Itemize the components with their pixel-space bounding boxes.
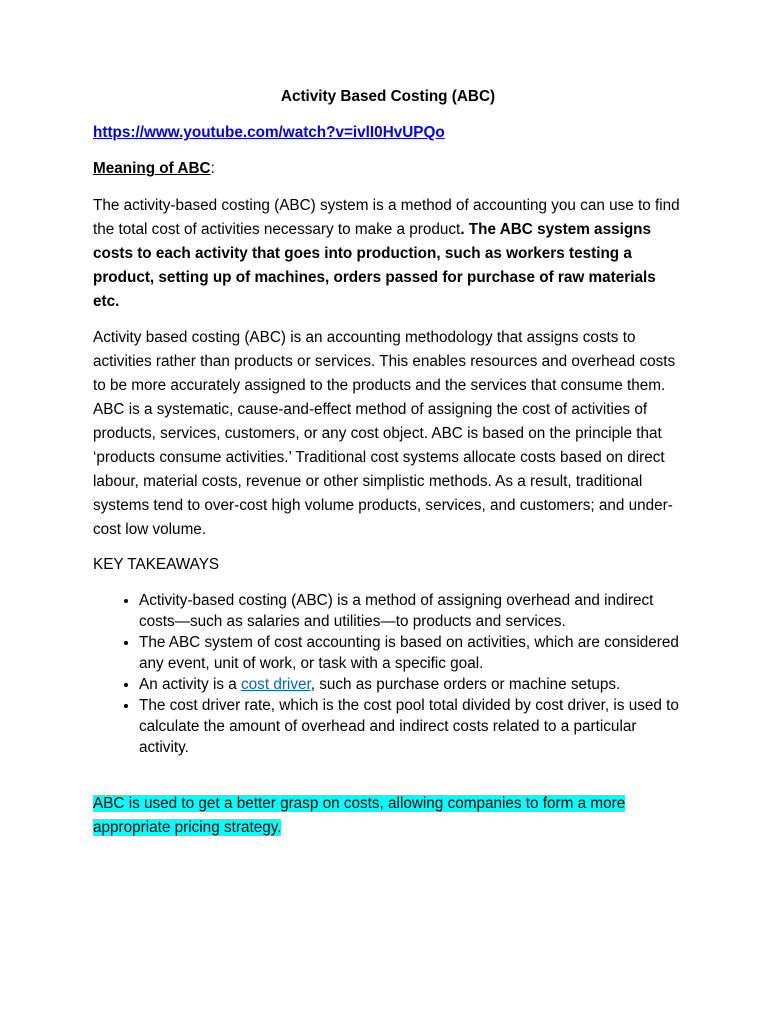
key-takeaways-heading: KEY TAKEAWAYS (93, 556, 220, 573)
paragraph-definition-normal: The activity-based costing (ABC) system is a method of accounting you can use to find the total cost of activities necessary to make a product (93, 197, 680, 238)
list-item: • The cost driver rate, which is the cost pool total divided by cost driver, is used to calculate the amount of overhead and indirect costs related to a particular activity. (139, 695, 683, 758)
document-page (93, 86, 683, 840)
video-link-line (93, 122, 683, 144)
paragraph-methodology: Activity based costing (ABC) is an accounting methodology that assigns costs to activities rather than products or services. This enables resources and overhead costs to be more accurately assigned to the products and the services that consume them. ABC is a systematic, cause-and-effect method of assigning the cost of activities of products, services, customers, or any cost object. ABC is based on the principle that ‘products consume activities.’ Traditional cost systems allocate costs based on direct labour, material costs, revenue or other simplistic methods. As a result, traditional systems tend to over-cost high volume products, services, and customers; and under-cost low volume. (93, 329, 676, 538)
document-title: Activity Based Costing (ABC) (280, 88, 496, 105)
list-item: • Activity-based costing (ABC) is a method of assigning overhead and indirect costs—such as salaries and utilities—to products and services. (139, 590, 683, 632)
paragraph-definition (93, 194, 683, 314)
takeaways-list (93, 590, 683, 758)
meaning-heading-colon: : (210, 160, 215, 177)
list-item-text-before: An activity is a (139, 676, 242, 693)
list-item-text-after: , such as purchase orders or machine setups. (310, 676, 621, 693)
highlighted-summary (93, 792, 683, 840)
video-link[interactable]: https://www.youtube.com/watch?v=ivlI0HvUPQo (93, 124, 445, 141)
list-item (139, 674, 683, 695)
paragraph-definition-bold: . The ABC system assigns costs to each activity that goes into production, such as workers testing a product, setting up of machines, orders passed for purchase of raw materials etc. (93, 221, 656, 310)
cost-driver-link[interactable]: cost driver (241, 676, 311, 693)
list-item: • The ABC system of cost accounting is based on activities, which are considered any event, unit of work, or task with a specific goal. (139, 632, 683, 674)
meaning-heading (93, 158, 683, 180)
highlighted-summary-text: ABC is used to get a better grasp on costs, allowing companies to form a more appropriate pricing strategy. (93, 795, 626, 836)
meaning-heading-text: Meaning of ABC (93, 160, 211, 177)
